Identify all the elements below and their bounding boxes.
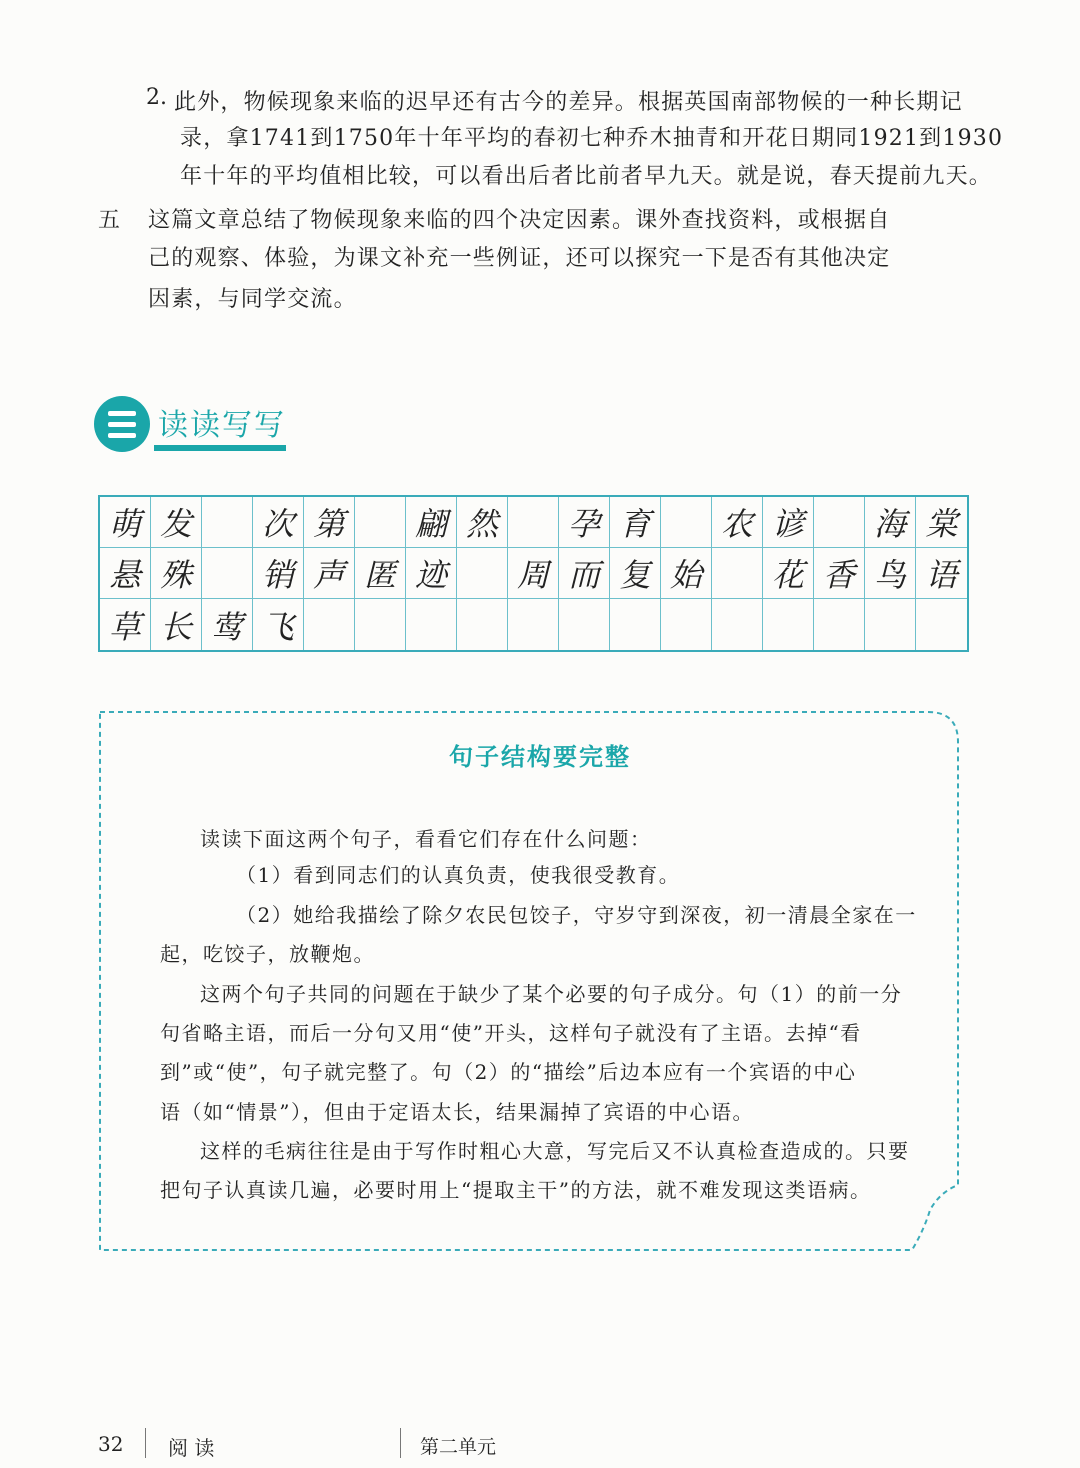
vocab-cell: 海 xyxy=(865,497,916,548)
vocab-cell: 发 xyxy=(151,497,202,548)
vocab-cell: 语 xyxy=(916,548,967,599)
unit-label: 第二单元 xyxy=(420,1436,497,1458)
question-5-line-2: 己的观察、体验，为课文补充一些例证，还可以探究一下是否有其他决定 xyxy=(148,246,891,271)
tip-line: 句省略主语，而后一分句又用“使”开头，这样句子就没有了主语。去掉“看 xyxy=(160,1021,862,1045)
vocab-cell xyxy=(610,599,661,650)
question-2-line-1: 此外，物候现象来临的迟早还有古今的差异。根据英国南部物候的一种长期记 xyxy=(174,90,963,115)
vocab-grid xyxy=(98,495,969,652)
vocab-cell: 育 xyxy=(610,497,661,548)
vocab-cell: 孕 xyxy=(559,497,610,548)
vocab-cell xyxy=(508,497,559,548)
vocab-cell xyxy=(202,497,253,548)
vocab-cell: 草 xyxy=(100,599,151,650)
vocab-cell: 鸟 xyxy=(865,548,916,599)
question-number: 五 xyxy=(98,208,121,233)
vocab-cell: 殊 xyxy=(151,548,202,599)
vocab-cell: 悬 xyxy=(100,548,151,599)
question-2-line-2: 录，拿1741到1750年十年平均的春初七种乔木抽青和开花日期同1921到1930 xyxy=(180,126,1004,151)
vocab-cell xyxy=(814,497,865,548)
vocab-cell: 莺 xyxy=(202,599,253,650)
vocab-cell xyxy=(304,599,355,650)
vocab-cell: 翩 xyxy=(406,497,457,548)
tip-line: 这样的毛病往往是由于写作时粗心大意，写完后又不认真检查造成的。只要 xyxy=(200,1139,910,1163)
question-5-line-3: 因素，与同学交流。 xyxy=(148,287,357,312)
vocab-cell xyxy=(763,599,814,650)
vocab-cell: 周 xyxy=(508,548,559,599)
three-lines-icon xyxy=(94,396,150,452)
vocab-cell xyxy=(661,497,712,548)
page-number: 32 xyxy=(98,1432,124,1456)
vocab-cell: 农 xyxy=(712,497,763,548)
vocab-cell xyxy=(457,599,508,650)
vocab-cell xyxy=(406,599,457,650)
vocab-cell xyxy=(865,599,916,650)
tip-line: 语（如“情景”），但由于定语太长，结果漏掉了宾语的中心语。 xyxy=(160,1100,754,1124)
vocab-cell xyxy=(712,599,763,650)
vocab-cell: 花 xyxy=(763,548,814,599)
vocab-cell: 棠 xyxy=(916,497,967,548)
vocab-cell xyxy=(508,599,559,650)
question-number: 2. xyxy=(146,85,167,110)
tip-line: 把句子认真读几遍，必要时用上“提取主干”的方法，就不难发现这类语病。 xyxy=(160,1178,872,1202)
vocab-cell: 而 xyxy=(559,548,610,599)
tip-line: （2）她给我描绘了除夕农民包饺子，守岁守到深夜，初一清晨全家在一 xyxy=(236,903,917,927)
vocab-cell: 迹 xyxy=(406,548,457,599)
tip-line: 到”或“使”，句子就完整了。句（2）的“描绘”后边本应有一个宾语的中心 xyxy=(160,1060,857,1084)
vocab-cell xyxy=(661,599,712,650)
vocab-cell: 次 xyxy=(253,497,304,548)
vocab-cell: 萌 xyxy=(100,497,151,548)
vocab-cell: 声 xyxy=(304,548,355,599)
tip-line: （1）看到同志们的认真负责，使我很受教育。 xyxy=(236,863,681,887)
vocab-cell: 飞 xyxy=(253,599,304,650)
vocab-cell xyxy=(202,548,253,599)
tip-line: 读读下面这两个句子，看看它们存在什么问题： xyxy=(200,827,652,851)
vocab-cell xyxy=(814,599,865,650)
footer-divider xyxy=(145,1428,146,1458)
vocab-cell xyxy=(559,599,610,650)
vocab-cell xyxy=(355,497,406,548)
vocab-cell xyxy=(457,548,508,599)
footer-divider xyxy=(400,1428,401,1458)
vocab-cell xyxy=(712,548,763,599)
vocab-cell: 销 xyxy=(253,548,304,599)
section-title: 读读写写 xyxy=(158,408,286,443)
vocab-cell: 然 xyxy=(457,497,508,548)
vocab-cell xyxy=(355,599,406,650)
question-5-line-1: 这篇文章总结了物候现象来临的四个决定因素。课外查找资料，或根据自 xyxy=(148,208,891,233)
vocab-cell: 长 xyxy=(151,599,202,650)
section-underline xyxy=(154,445,286,451)
question-2-line-3: 年十年的平均值相比较，可以看出后者比前者早九天。就是说，春天提前九天。 xyxy=(180,164,993,189)
tip-title: 句子结构要完整 xyxy=(449,743,631,771)
tip-line: 起，吃饺子，放鞭炮。 xyxy=(160,942,375,966)
vocab-cell xyxy=(916,599,967,650)
vocab-cell: 始 xyxy=(661,548,712,599)
vocab-cell: 匿 xyxy=(355,548,406,599)
vocab-cell: 谚 xyxy=(763,497,814,548)
vocab-cell: 复 xyxy=(610,548,661,599)
tip-line: 这两个句子共同的问题在于缺少了某个必要的句子成分。句（1）的前一分 xyxy=(200,982,903,1006)
vocab-cell: 第 xyxy=(304,497,355,548)
book-section: 阅 读 xyxy=(168,1436,215,1460)
vocab-cell: 香 xyxy=(814,548,865,599)
